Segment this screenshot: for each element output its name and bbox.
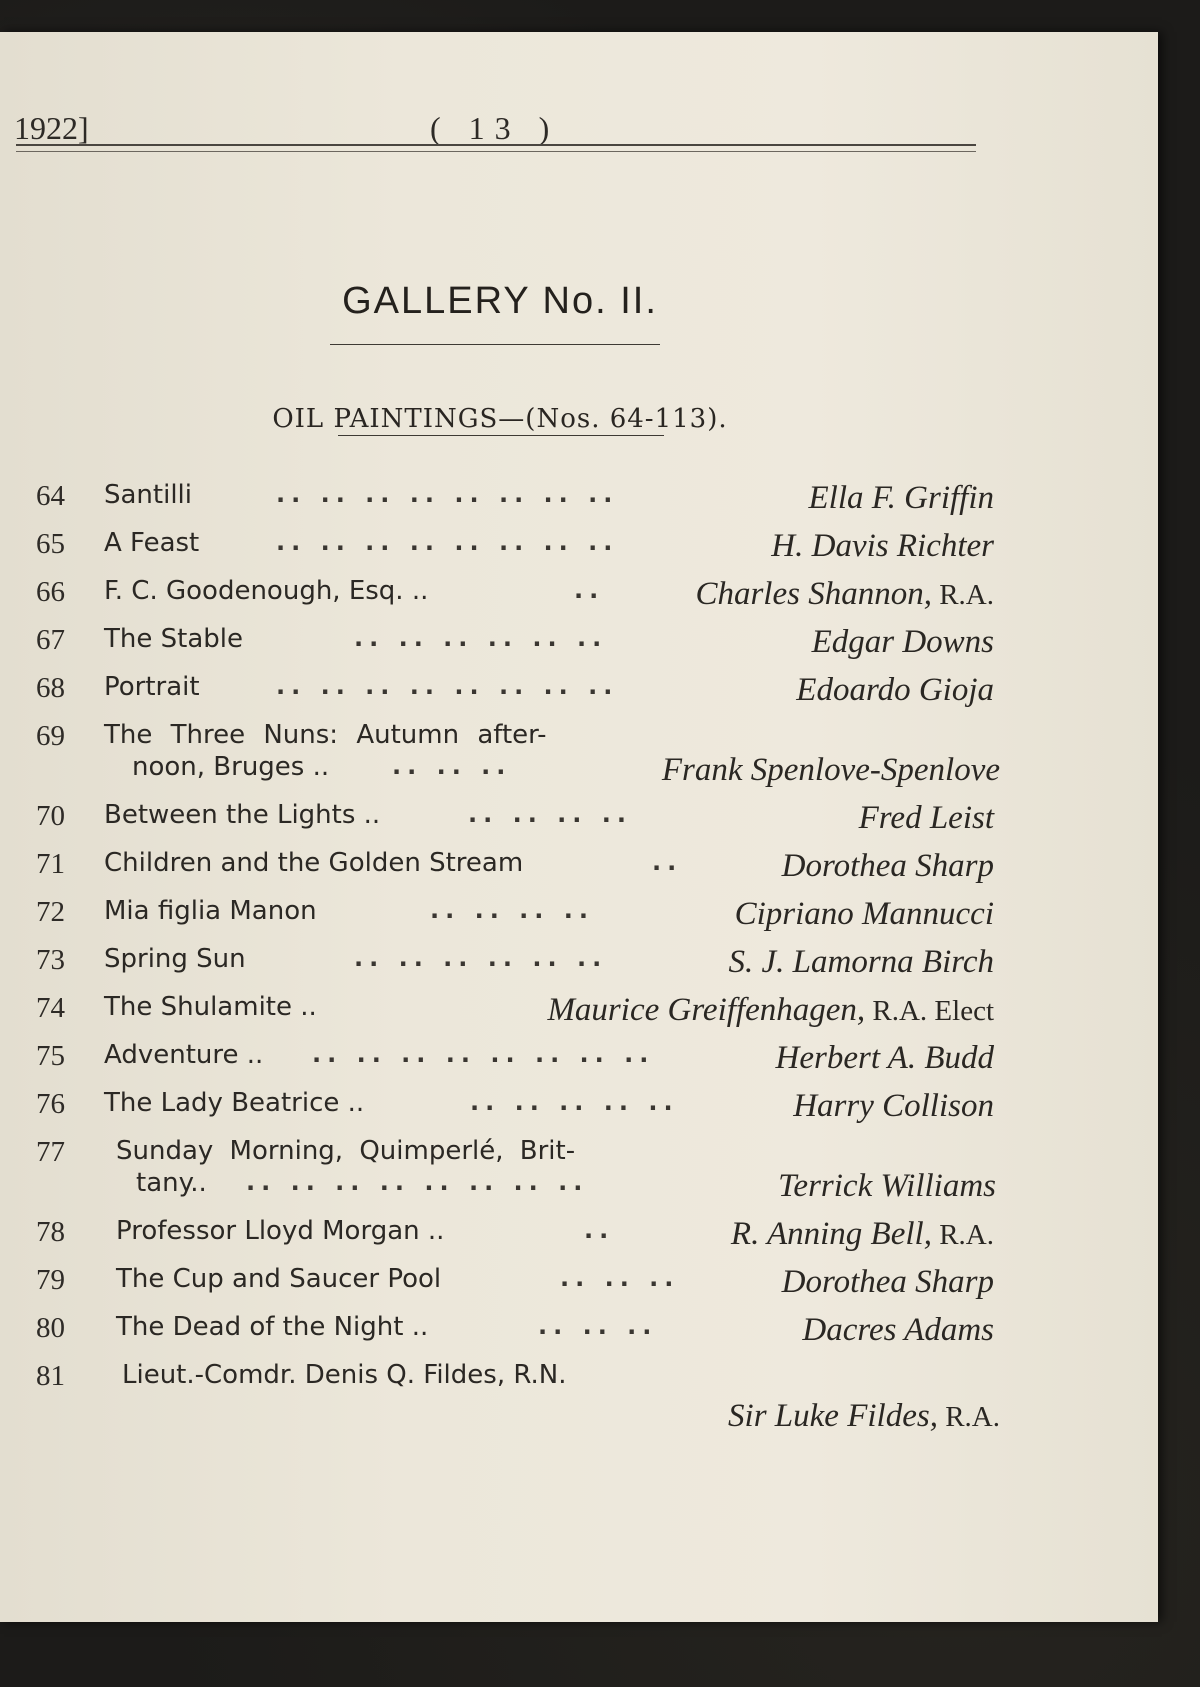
entry-number: 79 xyxy=(36,1264,65,1296)
artist-name: Herbert A. Budd xyxy=(775,1040,994,1076)
entry-title: A Feast xyxy=(104,528,200,558)
catalogue-page xyxy=(0,32,1158,1622)
leader-dots: .. .. .. .. .. .. .. .. xyxy=(276,480,619,508)
artist-name: Fred Leist xyxy=(858,800,994,836)
section-title: OIL PAINTINGS—(Nos. 64-113). xyxy=(272,404,728,434)
artist-name: Frank Spenlove-Spenlove xyxy=(661,752,1000,788)
artist-name: Ella F. Griffin xyxy=(808,480,994,516)
entry-title: Children and the Golden Stream xyxy=(104,848,524,878)
artist-name: Edgar Downs xyxy=(811,624,994,660)
entry-number: 80 xyxy=(36,1312,65,1344)
leader-dots: .. .. .. .. .. .. .. .. xyxy=(276,672,619,700)
entry-title: Portrait xyxy=(104,672,200,702)
leader-dots: .. .. .. xyxy=(392,752,512,780)
entry-number: 69 xyxy=(36,720,65,752)
entry-title: The Shulamite .. xyxy=(104,992,317,1022)
entry-title-continuation: noon, Bruges .. xyxy=(132,752,330,782)
artist-name: Dacres Adams xyxy=(802,1312,994,1348)
artist-name: Terrick Williams xyxy=(778,1168,996,1204)
entry-title: The Lady Beatrice .. xyxy=(104,1088,365,1118)
artist-name: Maurice Greiffenhagen, xyxy=(547,992,866,1028)
entry-number: 65 xyxy=(36,528,65,560)
entry-number: 74 xyxy=(36,992,65,1024)
header-rule xyxy=(16,144,976,152)
entry-number: 81 xyxy=(36,1360,65,1392)
leader-dots: .. .. .. xyxy=(560,1264,680,1292)
entry-artist xyxy=(731,1216,994,1253)
entry-artist xyxy=(859,800,994,837)
leader-dots: .. .. .. .. .. .. xyxy=(354,624,608,652)
entry-title: The Three Nuns: Autumn after- xyxy=(104,720,547,750)
gallery-title: GALLERY No. II. xyxy=(342,280,658,322)
entry-artist xyxy=(771,528,994,565)
artist-name: H. Davis Richter xyxy=(771,528,994,564)
leader-dots: .. .. .. xyxy=(538,1312,658,1340)
entry-artist xyxy=(662,752,1000,789)
entry-number: 78 xyxy=(36,1216,65,1248)
artist-name: R. Anning Bell, xyxy=(730,1216,932,1252)
artist-suffix: R.A. xyxy=(937,1401,1000,1433)
artist-name: Dorothea Sharp xyxy=(781,1264,994,1300)
leader-dots: .. .. .. .. xyxy=(430,896,595,924)
artist-name: Harry Collison xyxy=(793,1088,994,1124)
entry-title: The Stable xyxy=(104,624,243,654)
entry-artist xyxy=(793,1088,994,1125)
entry-title: Professor Lloyd Morgan .. xyxy=(116,1216,445,1246)
artist-name: Sir Luke Fildes, xyxy=(728,1398,938,1434)
leader-dots: .. .. .. .. .. .. .. .. xyxy=(312,1040,655,1068)
leader-dots: .. .. .. .. .. .. .. .. xyxy=(246,1168,589,1196)
artist-name: Charles Shannon, xyxy=(695,576,932,612)
entry-title: Spring Sun xyxy=(104,944,246,974)
entry-number: 68 xyxy=(36,672,65,704)
year-label: 1922] xyxy=(14,110,89,146)
artist-name: S. J. Lamorna Birch xyxy=(728,944,994,980)
page-number: ( 13 ) xyxy=(430,110,560,146)
entry-artist xyxy=(796,672,994,709)
entry-artist xyxy=(695,576,994,613)
artist-suffix: R.A. xyxy=(931,579,994,611)
entry-artist xyxy=(728,944,994,981)
artist-name: Cipriano Mannucci xyxy=(734,896,994,932)
entry-number: 75 xyxy=(36,1040,65,1072)
leader-dots: .. .. .. .. .. .. xyxy=(354,944,608,972)
leader-dots: .. .. .. .. .. .. .. .. xyxy=(276,528,619,556)
leader-dots: .. xyxy=(574,576,605,604)
title-rule-lower xyxy=(338,435,664,436)
leader-dots: .. .. .. .. .. xyxy=(470,1088,679,1116)
title-rule-upper xyxy=(330,344,660,345)
entry-artist xyxy=(735,896,994,933)
entry-artist xyxy=(728,1398,1000,1435)
entry-artist xyxy=(547,992,994,1029)
leader-dots: .. xyxy=(652,848,683,876)
entry-artist xyxy=(812,624,994,661)
entry-number: 67 xyxy=(36,624,65,656)
entry-title: The Dead of the Night .. xyxy=(116,1312,429,1342)
entry-artist xyxy=(782,848,994,885)
leader-dots: .. xyxy=(584,1216,615,1244)
entry-title: Sunday Morning, Quimperlé, Brit- xyxy=(116,1136,576,1166)
entry-title: Mia figlia Manon xyxy=(104,896,317,926)
entry-title: F. C. Goodenough, Esq. .. xyxy=(104,576,429,606)
entry-number: 76 xyxy=(36,1088,65,1120)
entry-title: Adventure .. xyxy=(104,1040,264,1070)
entry-artist xyxy=(809,480,995,517)
entry-title: Santilli xyxy=(104,480,193,510)
entry-number: 73 xyxy=(36,944,65,976)
entry-title-continuation: tany.. xyxy=(136,1168,207,1198)
entry-number: 72 xyxy=(36,896,65,928)
entry-number: 77 xyxy=(36,1136,65,1168)
artist-name: Edoardo Gioja xyxy=(796,672,994,708)
entry-artist xyxy=(776,1040,994,1077)
entry-artist xyxy=(782,1264,994,1301)
leader-dots: .. .. .. .. xyxy=(468,800,633,828)
entry-artist xyxy=(802,1312,994,1349)
entry-number: 71 xyxy=(36,848,65,880)
entry-title: Between the Lights .. xyxy=(104,800,381,830)
artist-suffix: R.A. xyxy=(931,1219,994,1251)
entry-number: 64 xyxy=(36,480,65,512)
artist-suffix: R.A. Elect xyxy=(865,995,994,1027)
entry-title: The Cup and Saucer Pool xyxy=(116,1264,442,1294)
artist-name: Dorothea Sharp xyxy=(781,848,994,884)
entry-number: 66 xyxy=(36,576,65,608)
entry-title: Lieut.-Comdr. Denis Q. Fildes, R.N. xyxy=(122,1360,567,1390)
entry-artist xyxy=(778,1168,996,1205)
entry-number: 70 xyxy=(36,800,65,832)
